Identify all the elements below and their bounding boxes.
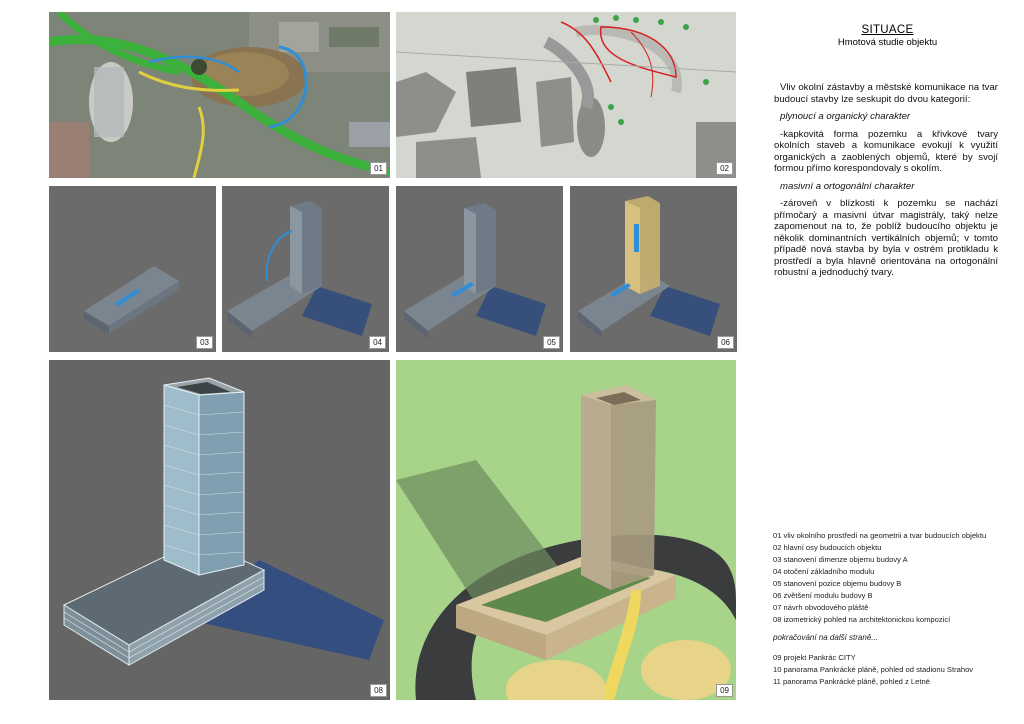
section-heading: plynoucí a organický charakter xyxy=(780,111,911,122)
legend xyxy=(773,530,1013,688)
legend-item: 08 izometrický pohled na architektonickou kompozicí xyxy=(773,615,951,624)
legend-item: 10 panorama Pankrácké pláně, pohled od stadionu Strahov xyxy=(773,665,974,674)
legend-item: 05 stanovení pozice objemu budovy B xyxy=(773,579,902,588)
panel-number: 03 xyxy=(196,336,213,349)
isometric-view-panel xyxy=(49,360,390,700)
legend-item: 06 zvětšení modulu budovy B xyxy=(773,591,873,600)
legend-item: 03 stanovení dimenze objemu budovy A xyxy=(773,555,908,564)
volume-study-panel xyxy=(49,186,216,352)
page-header xyxy=(760,24,1015,48)
description xyxy=(774,82,998,285)
description-paragraph: Vliv okolní zástavby a městské komunikace na tvar budoucí stavby lze seskupit do dvou kategorií: xyxy=(774,82,998,105)
legend-item: 01 vliv okolního prostředí na geometrii a tvar budoucích objektu xyxy=(773,531,987,540)
legend-item: 09 projekt Pankrác CITY xyxy=(773,653,856,662)
legend-item: 11 panorama Pankrácké pláně, pohled z Letné xyxy=(773,677,930,686)
description-paragraph: -zároveň v blízkosti k pozemku se nachází přímočarý a masivní útvar magistrály, taký nelze zapomenout na to, že poblíž budoucího objektu je několik dominantních vertikálních objemů; v tomto případě nová stavba by byla v ostrém protikladu k prostředí a byla hlavně orientována na ortogonální robustní a jednoduchý tvary. xyxy=(774,198,998,278)
aerial-photo-panel xyxy=(49,12,390,178)
panel-number: 01 xyxy=(370,162,387,175)
volume-study-panel xyxy=(396,186,563,352)
page-subtitle: Hmotová studie objektu xyxy=(837,37,938,48)
panel-number: 09 xyxy=(716,684,733,697)
description-paragraph: -kapkovitá forma pozemku a křivkové tvary okolních staveb a komunikace evokují k využití organických a zaoblených objemů, které by svojí formou přímo korespondovaly s okolím. xyxy=(774,128,998,174)
panel-number: 04 xyxy=(369,336,386,349)
panel-number: 02 xyxy=(716,162,733,175)
continue-note: pokračování na další straně... xyxy=(773,633,878,642)
panel-number: 08 xyxy=(370,684,387,697)
volume-study-panel xyxy=(570,186,737,352)
site-plan-panel xyxy=(396,12,736,178)
volume-study-panel xyxy=(222,186,389,352)
legend-item: 02 hlavní osy budoucích objektu xyxy=(773,543,882,552)
page-title: SITUACE xyxy=(861,24,914,36)
legend-item: 04 otočení základního modulu xyxy=(773,567,875,576)
panel-number: 05 xyxy=(543,336,560,349)
panel-number: 06 xyxy=(717,336,734,349)
section-heading: masivní a ortogonální charakter xyxy=(780,180,915,192)
legend-item: 07 návrh obvodového pláště xyxy=(773,603,869,612)
rendered-view-panel xyxy=(396,360,736,700)
